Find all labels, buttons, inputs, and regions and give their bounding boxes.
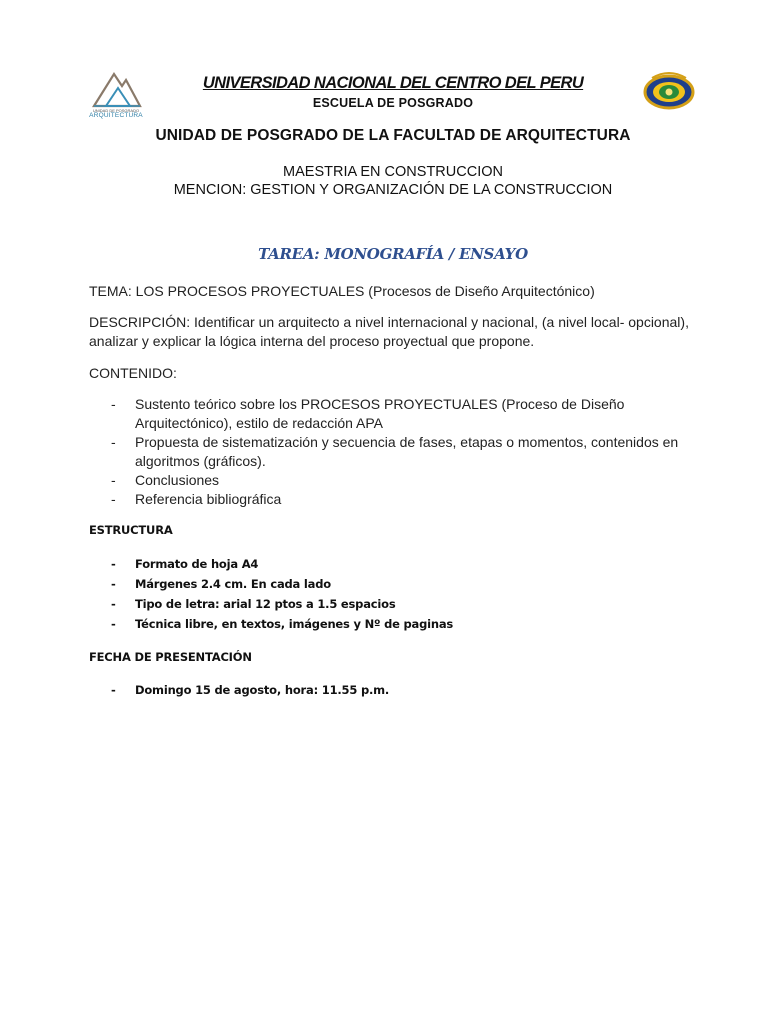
- list-item-text: Márgenes 2.4 cm. En cada lado: [135, 577, 331, 591]
- content-label: CONTENIDO:: [89, 365, 177, 381]
- topic-paragraph: TEMA: LOS PROCESOS PROYECTUALES (Procesos de Diseño Arquitectónico): [89, 283, 595, 299]
- structure-list: [89, 554, 689, 634]
- list-item: [89, 395, 689, 433]
- bullet-dash: -: [111, 472, 116, 488]
- list-item: [89, 614, 689, 634]
- bullet-dash: -: [111, 597, 116, 611]
- list-item-text: Técnica libre, en textos, imágenes y Nº de paginas: [135, 617, 454, 631]
- submission-list: [89, 680, 689, 700]
- logo-caption-bottom: ARQUITECTURA: [89, 112, 143, 119]
- program-mention: MENCION: GESTION Y ORGANIZACIÓN DE LA CONSTRUCCION: [173, 182, 613, 198]
- list-item-text: Formato de hoja A4: [135, 557, 259, 571]
- list-item-text: Sustento teórico sobre los PROCESOS PROYECTUALES (Proceso de Diseño Arquitectónico), estilo de redacción APA: [135, 396, 625, 431]
- bullet-dash: -: [111, 577, 116, 591]
- school-name: ESCUELA DE POSGRADO: [312, 96, 474, 110]
- logo-caption-top: UNIDAD DE POSGRADO: [92, 108, 140, 113]
- bullet-dash: -: [111, 683, 116, 697]
- list-item: [89, 554, 689, 574]
- masters-program: MAESTRIA EN CONSTRUCCION: [283, 164, 503, 180]
- description-paragraph: DESCRIPCIÓN: Identificar un arquitecto a nivel internacional y nacional, (a nivel local- opcional), analizar y explicar la lógica interna del proceso proyectual que propone.: [89, 314, 689, 349]
- unit-name: UNIDAD DE POSGRADO DE LA FACULTAD DE ARQUITECTURA: [155, 127, 631, 144]
- list-item-text: Referencia bibliográfica: [135, 491, 282, 507]
- list-item-text: Conclusiones: [135, 472, 220, 488]
- list-item: [89, 471, 689, 490]
- content-list: [89, 395, 689, 509]
- bullet-dash: -: [111, 557, 116, 571]
- list-item-text: Domingo 15 de agosto, hora: 11.55 p.m.: [135, 683, 390, 697]
- bullet-dash: -: [111, 396, 116, 412]
- list-item: [89, 433, 689, 471]
- submission-date-heading: FECHA DE PRESENTACIÓN: [89, 650, 252, 664]
- bullet-dash: -: [111, 434, 116, 450]
- university-name: UNIVERSIDAD NACIONAL DEL CENTRO DEL PERU: [202, 74, 584, 92]
- bullet-dash: -: [111, 491, 116, 507]
- task-title: TAREA: MONOGRAFÍA / ENSAYO: [258, 245, 528, 263]
- structure-heading: ESTRUCTURA: [89, 523, 173, 537]
- list-item: [89, 680, 689, 700]
- list-item: [89, 594, 689, 614]
- bullet-dash: -: [111, 617, 116, 631]
- list-item-text: Propuesta de sistematización y secuencia de fases, etapas o momentos, contenidos en algoritmos (gráficos).: [135, 434, 679, 469]
- list-item: [89, 574, 689, 594]
- list-item-text: Tipo de letra: arial 12 ptos a 1.5 espacios: [135, 597, 396, 611]
- list-item: [89, 490, 689, 509]
